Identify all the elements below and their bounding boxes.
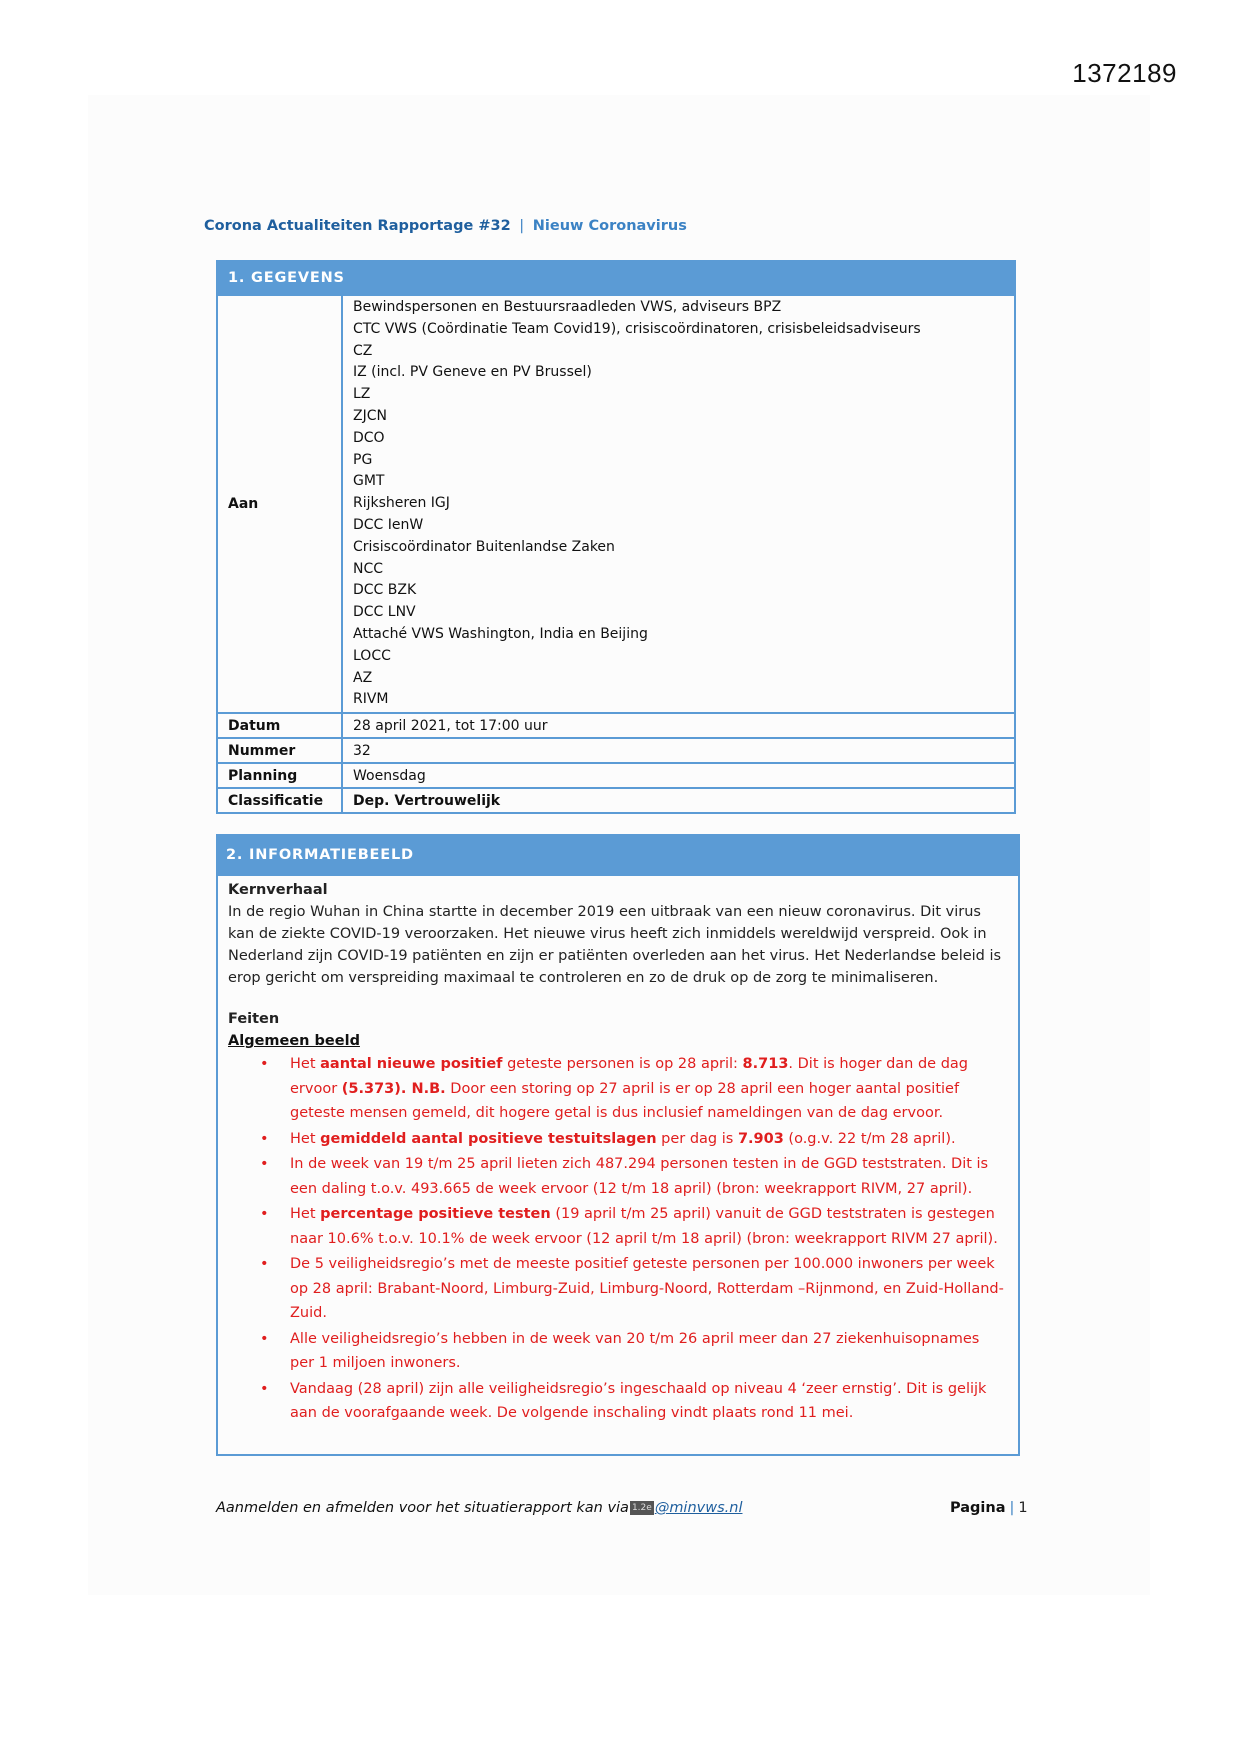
bullet-icon: • xyxy=(260,1156,269,1172)
planning-label: Planning xyxy=(217,763,342,788)
title-sub: Nieuw Coronavirus xyxy=(532,218,687,234)
classificatie-value: Dep. Vertrouwelijk xyxy=(342,788,1015,813)
footer-text: Aanmelden en afmelden voor het situatierapport kan via xyxy=(216,1500,629,1516)
bullet-icon: • xyxy=(260,1056,269,1072)
fact-text: Vandaag (28 april) zijn alle veiligheidsregio’s ingeschaald op niveau 4 ‘zeer ernstig’. Dit is gelijk aan de voorafgaande week. De volgende inschaling vindt plaats rond 11 mei. xyxy=(290,1380,987,1421)
page-separator: | xyxy=(1009,1500,1015,1516)
aan-recipient: LOCC xyxy=(353,647,391,664)
feiten-heading: Feiten xyxy=(228,1011,280,1027)
fact-bold-text: (5.373). N.B. xyxy=(341,1080,446,1097)
bullet-icon: • xyxy=(260,1206,269,1222)
fact-text: Het xyxy=(290,1206,321,1222)
fact-bold-text: aantal nieuwe positief xyxy=(320,1056,503,1072)
fact-text: Alle veiligheidsregio’s hebben in de week van 20 t/m 26 april meer dan 27 ziekenhuisopnames per 1 miljoen inwoners. xyxy=(290,1330,980,1371)
bullet-icon: • xyxy=(260,1130,269,1147)
fact-item xyxy=(260,1327,1006,1376)
aan-recipient: ZJCN xyxy=(353,407,387,424)
fact-item xyxy=(260,1252,1006,1326)
fact-text: Het xyxy=(290,1130,321,1147)
document-title xyxy=(204,218,687,234)
aan-recipient: PG xyxy=(353,451,373,468)
fact-text: Door een storing op 27 april is er op 28 april een hoger aantal positief geteste mensen gemeld, dit hogere getal is dus inclusief nameldingen van de dag ervoor. xyxy=(290,1080,960,1121)
fact-item xyxy=(260,1127,1006,1152)
algemeen-beeld-heading: Algemeen beeld xyxy=(228,1033,360,1049)
fact-text: . Dit is hoger dan de dag ervoor xyxy=(290,1056,968,1097)
fact-text: (19 april t/m 25 april) vanuit de GGD teststraten is gestegen naar 10.6% t.o.v. 10.1% de week ervoor (12 april t/m 18 april) (bron: weekrapport RIVM 27 april). xyxy=(290,1206,998,1247)
kernverhaal-text: In de regio Wuhan in China startte in december 2019 een uitbraak van een nieuw coronavirus. Dit virus kan de ziekte COVID-19 veroorzaken. Het nieuwe virus heeft zich inmiddels wereldwijd verspreid. Ook in Nederland zijn COVID-19 patiënten en zijn er patiënten overleden aan het virus. Het Nederlandse beleid is erop gericht om verspreiding maximaal te controleren en zo de druk op de zorg te minimaliseren. xyxy=(228,904,1002,986)
fact-item xyxy=(260,1202,1006,1251)
aan-recipient: Rijksheren IGJ xyxy=(353,495,450,512)
fact-bold-text: percentage positieve testen xyxy=(320,1206,551,1222)
fact-text: De 5 veiligheidsregio’s met de meeste positief geteste personen per 100.000 inwoners per week op 28 april: Brabant-Noord, Limburg-Zuid, Limburg-Noord, Rotterdam –Rijnmond, en Zuid-Holland-Zuid. xyxy=(290,1256,1004,1321)
aan-recipient: GMT xyxy=(353,473,385,490)
datum-value: 28 april 2021, tot 17:00 uur xyxy=(342,713,1015,738)
fact-item xyxy=(260,1152,1006,1201)
footer-subscribe xyxy=(216,1500,742,1516)
facts-list xyxy=(228,1052,1006,1426)
fact-bold-text: gemiddeld aantal positieve testuitslagen xyxy=(320,1130,657,1147)
classificatie-label: Classificatie xyxy=(217,788,342,813)
title-separator: | xyxy=(519,218,525,234)
fact-bold-text: 8.713 xyxy=(742,1056,789,1072)
fact-text: Het xyxy=(290,1056,321,1072)
fact-item xyxy=(260,1052,1006,1126)
kernverhaal-heading: Kernverhaal xyxy=(228,882,328,898)
informatiebeeld-section xyxy=(216,834,1020,1456)
aan-recipient: RIVM xyxy=(353,691,389,708)
section2-header: 2. INFORMATIEBEELD xyxy=(216,834,1020,876)
page-number-value: 1 xyxy=(1018,1500,1028,1516)
aan-recipient: CTC VWS (Coördinatie Team Covid19), crisiscoördinatoren, crisisbeleidsadviseurs xyxy=(353,320,921,337)
planning-value: Woensdag xyxy=(342,763,1015,788)
nummer-label: Nummer xyxy=(217,738,342,763)
fact-bold-text: 7.903 xyxy=(737,1130,784,1147)
aan-recipient: DCO xyxy=(353,429,385,446)
fact-text: per dag is xyxy=(656,1130,738,1147)
aan-recipient: NCC xyxy=(353,560,384,577)
aan-recipient: LZ xyxy=(353,386,371,403)
gegevens-table xyxy=(216,260,1016,814)
aan-recipient: DCC BZK xyxy=(353,582,417,599)
aan-recipient: IZ (incl. PV Geneve en PV Brussel) xyxy=(353,364,592,381)
aan-recipient: CZ xyxy=(353,342,373,359)
title-main: Corona Actualiteiten Rapportage #32 xyxy=(204,218,511,234)
section1-header: 1. GEGEVENS xyxy=(217,261,1015,295)
fact-item xyxy=(260,1377,1006,1426)
nummer-value: 32 xyxy=(342,738,1015,763)
aan-recipient: Crisiscoördinator Buitenlandse Zaken xyxy=(353,538,615,555)
redaction-mark: 1.2e xyxy=(631,1503,652,1513)
page-number xyxy=(950,1500,1028,1516)
aan-recipient: DCC LNV xyxy=(353,604,416,621)
aan-recipient: Bewindspersonen en Bestuursraadleden VWS, adviseurs BPZ xyxy=(353,299,782,315)
bullet-icon: • xyxy=(260,1256,269,1272)
bullet-icon: • xyxy=(260,1380,269,1397)
fact-text: geteste personen is op 28 april: xyxy=(502,1056,743,1072)
aan-recipient-list xyxy=(342,295,1015,713)
page-label: Pagina xyxy=(950,1500,1006,1516)
aan-recipient: Attaché VWS Washington, India en Beijing xyxy=(353,625,648,642)
aan-label: Aan xyxy=(217,295,342,713)
bullet-icon: • xyxy=(260,1330,269,1347)
aan-recipient: AZ xyxy=(353,669,373,686)
document-id: 1372189 xyxy=(1072,58,1177,88)
aan-recipient: DCC IenW xyxy=(353,516,424,533)
footer-email-link[interactable]: @minvws.nl xyxy=(654,1500,743,1516)
datum-label: Datum xyxy=(217,713,342,738)
fact-text: (o.g.v. 22 t/m 28 april). xyxy=(783,1130,956,1147)
fact-text: In de week van 19 t/m 25 april lieten zich 487.294 personen testen in de GGD teststraten. Dit is een daling t.o.v. 493.665 de week ervoor (12 t/m 18 april) (bron: weekrapport RIVM, 27 april). xyxy=(290,1156,989,1197)
